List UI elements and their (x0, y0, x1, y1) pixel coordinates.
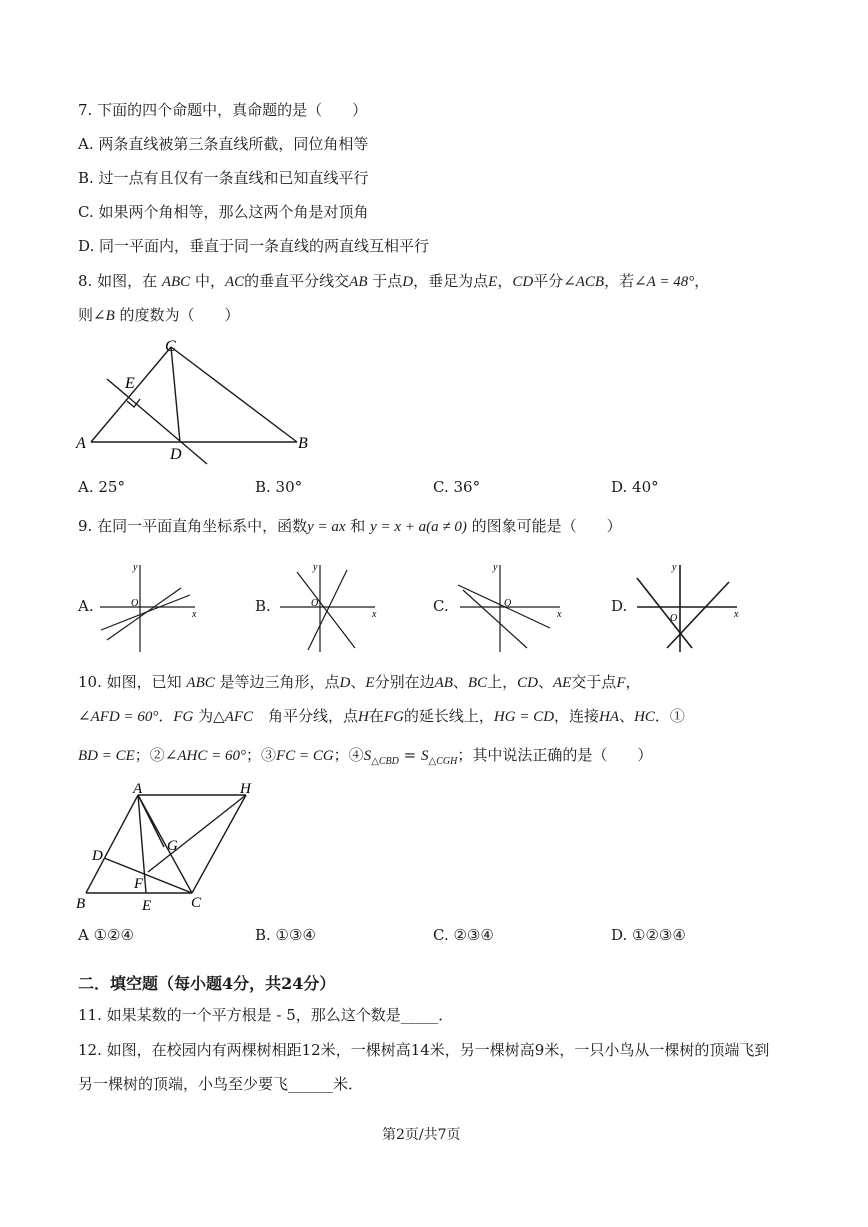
q10-stem-line1: 10. 如图，已知 ABC 是等边三角形，点D、E分别在边AB、BC上，CD、AE交于点F， (78, 673, 641, 691)
q10-label-a: A (133, 781, 143, 797)
q8-label-e: E (125, 375, 135, 392)
q9-graph-a (95, 560, 205, 655)
svg-text:y: y (313, 562, 318, 573)
q7-option-b: B. 过一点有且仅有一条直线和已知直线平行 (78, 169, 369, 187)
q10-option-b: B. ①③④ (255, 926, 316, 944)
q10-option-c: C. ②③④ (433, 926, 494, 944)
q8-figure (70, 335, 320, 470)
q10-label-g: G (167, 838, 178, 854)
q9-option-b-letter: B. (255, 597, 271, 615)
svg-text:y: y (133, 562, 138, 573)
q8-option-b: B. 30° (255, 478, 303, 496)
q8-label-b: B (298, 435, 308, 452)
q10-stem-line2: ∠AFD = 60°．FG 为△AFC 角平分线，点H在FG的延长线上，HG = CD，连接HA、HC．① (78, 707, 685, 725)
section-title: 二．填空题（每小题4分，共24分） (78, 974, 336, 993)
q8-label-a: A (76, 435, 86, 452)
q10-option-a: A ①②④ (78, 926, 134, 944)
q7-option-a: A. 两条直线被第三条直线所截，同位角相等 (78, 135, 369, 153)
q11-text: 11. 如果某数的一个平方根是 - 5，那么这个数是_____． (78, 1006, 454, 1024)
q8-option-a: A. 25° (78, 478, 125, 496)
q12-line1: 12. 如图，在校园内有两棵树相距12米，一棵树高14米，另一棵树高9米，一只小鸟从一棵树的顶端飞到 (78, 1041, 770, 1059)
page-footer: 第2页/共7页 (382, 1127, 461, 1143)
svg-text:x: x (192, 609, 197, 620)
q9-stem: 9. 在同一平面直角坐标系中，函数y = ax 和 y = x + a(a ≠ 0) 的图象可能是（ ） (78, 517, 622, 535)
q7-stem: 7. 下面的四个命题中，真命题的是（ ） (78, 101, 368, 119)
q8-stem-line2: 则∠B 的度数为（ ） (78, 306, 240, 324)
q10-label-e: E (142, 898, 152, 914)
q8-label-d: D (170, 446, 182, 463)
q7-option-c: C. 如果两个角相等，那么这两个角是对顶角 (78, 203, 369, 221)
svg-text:y: y (493, 562, 498, 573)
q10-stem-line3: BD = CE；②∠AHC = 60°；③FC = CG；$④S_{\triangle CBD} = S_{\triangle CGH}$；其中说法正确的是（ ） (78, 746, 653, 767)
q9-option-d-letter: D. (611, 597, 628, 615)
svg-text:O: O (670, 613, 678, 624)
q8-option-c: C. 36° (433, 478, 481, 496)
q7-option-d: D. 同一平面内，垂直于同一条直线的两直线互相平行 (78, 237, 430, 255)
q10-option-d: D. ①②③④ (611, 926, 686, 944)
q10-label-c: C (191, 895, 202, 911)
svg-text:x: x (557, 609, 562, 620)
svg-text:O: O (311, 598, 319, 609)
q9-option-c-letter: C. (433, 597, 449, 615)
svg-text:x: x (734, 609, 739, 620)
q9-graph-d (632, 560, 747, 655)
svg-text:O: O (131, 598, 139, 609)
q8-stem: 8. 如图，在 ABC 中，AC的垂直平分线交AB 于点D，垂足为点E，CD平分∠ACB，若∠A = 48°， (78, 272, 710, 290)
q8-label-c: C (165, 338, 176, 355)
q9-graph-b (275, 560, 385, 655)
q10-label-b: B (76, 896, 86, 912)
q10-figure (70, 780, 270, 915)
svg-text:O: O (504, 598, 512, 609)
q8-option-d: D. 40° (611, 478, 659, 496)
svg-text:y: y (672, 562, 677, 573)
q10-label-h: H (240, 781, 251, 797)
svg-text:x: x (372, 609, 377, 620)
q10-label-d: D (92, 848, 103, 864)
q9-option-a-letter: A. (78, 597, 94, 615)
q9-graph-c (455, 560, 570, 655)
q10-label-f: F (134, 876, 144, 892)
q12-line2: 另一棵树的顶端，小鸟至少要飞______米． (78, 1075, 364, 1093)
